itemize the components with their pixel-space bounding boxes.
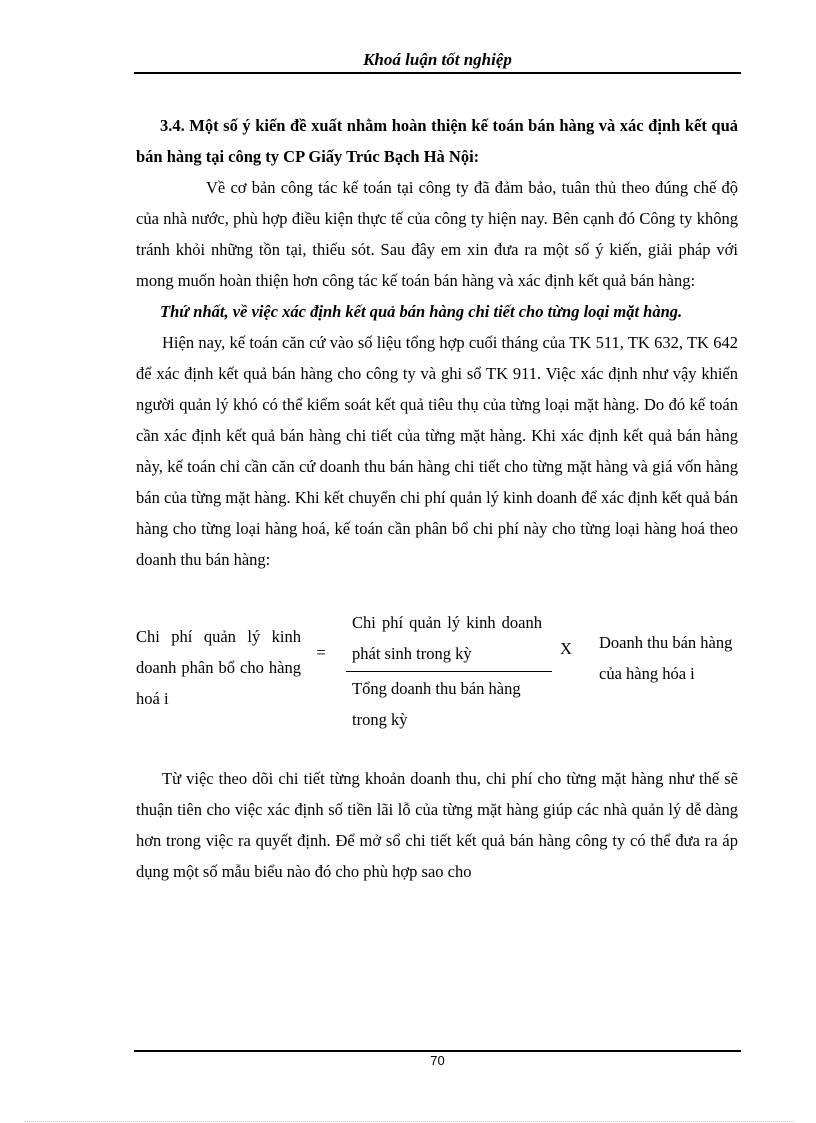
running-header: Khoá luận tốt nghiệp	[363, 50, 512, 69]
subheading: Thứ nhất, về việc xác định kết quả bán hàng chi tiết cho từng loại mặt hàng.	[160, 302, 683, 321]
formula-times: X	[560, 639, 572, 658]
formula-denominator: Tổng doanh thu bán hàng trong kỳ	[352, 679, 521, 729]
formula-rhs: Doanh thu bán hàng của hàng hóa i	[599, 633, 733, 683]
header-rule	[134, 72, 741, 74]
intro-paragraph: Về cơ bản công tác kế toán tại công ty đã đảm bảo, tuân thủ theo đúng chế độ của nhà nước, phù hợp điều kiện thực tế của công ty hiện nay. Bên cạnh đó Công ty không tránh khỏi những tồn tại, thiếu sót. Sau đây em xin đưa ra một số ý kiến, giải pháp với mong muốn hoàn thiện hơn công tác kế toán bán hàng và xác định kết quả bán hàng:	[136, 178, 738, 290]
paragraph-1: Hiện nay, kế toán căn cứ vào số liệu tổng hợp cuối tháng của TK 511, TK 632, TK 642 để xác định kết quả bán hàng cho công ty và ghi sổ TK 911. Việc xác định như vậy khiến người quản lý khó có thể kiểm soát kết quả tiêu thụ của từng loại mặt hàng. Do đó kế toán cần xác định kết quả bán hàng chi tiết của từng mặt hàng. Khi xác định kết quả bán hàng này, kế toán chỉ cần căn cứ doanh thu bán hàng chi tiết cho từng mặt hàng và giá vốn hàng bán của từng mặt hàng. Khi kết chuyển chi phí quản lý kinh doanh để xác định kết quả bán hàng cho từng loại hàng hoá, kế toán cần phân bổ chi phí này cho từng loại hàng hoá theo doanh thu bán hàng:	[136, 333, 738, 569]
allocation-formula	[136, 607, 738, 737]
section-heading: 3.4. Một số ý kiến đề xuất nhằm hoàn thiện kế toán bán hàng và xác định kết quả bán hàng tại công ty CP Giấy Trúc Bạch Hà Nội:	[136, 116, 738, 166]
fraction-bar	[346, 671, 552, 672]
formula-lhs: Chi phí quản lý kinh doanh phân bổ cho hàng hoá i	[136, 627, 301, 708]
formula-equals: =	[316, 643, 326, 662]
page-number: 70	[430, 1053, 445, 1068]
footer-rule	[134, 1050, 741, 1052]
page-edge-divider	[24, 1121, 794, 1122]
page-body	[136, 110, 738, 887]
formula-numerator: Chi phí quản lý kinh doanh phát sinh trong kỳ	[352, 613, 542, 663]
paragraph-2: Từ việc theo dõi chi tiết từng khoản doanh thu, chi phí cho từng mặt hàng như thế sẽ thuận tiên cho việc xác định số tiền lãi lỗ của từng mặt hàng giúp các nhà quản lý dễ dàng hơn trong việc ra quyết định. Để mở sổ chi tiết kết quả bán hàng công ty có thể đưa ra áp dụng một số mẫu biểu nào đó cho phù hợp sao cho	[136, 769, 738, 881]
